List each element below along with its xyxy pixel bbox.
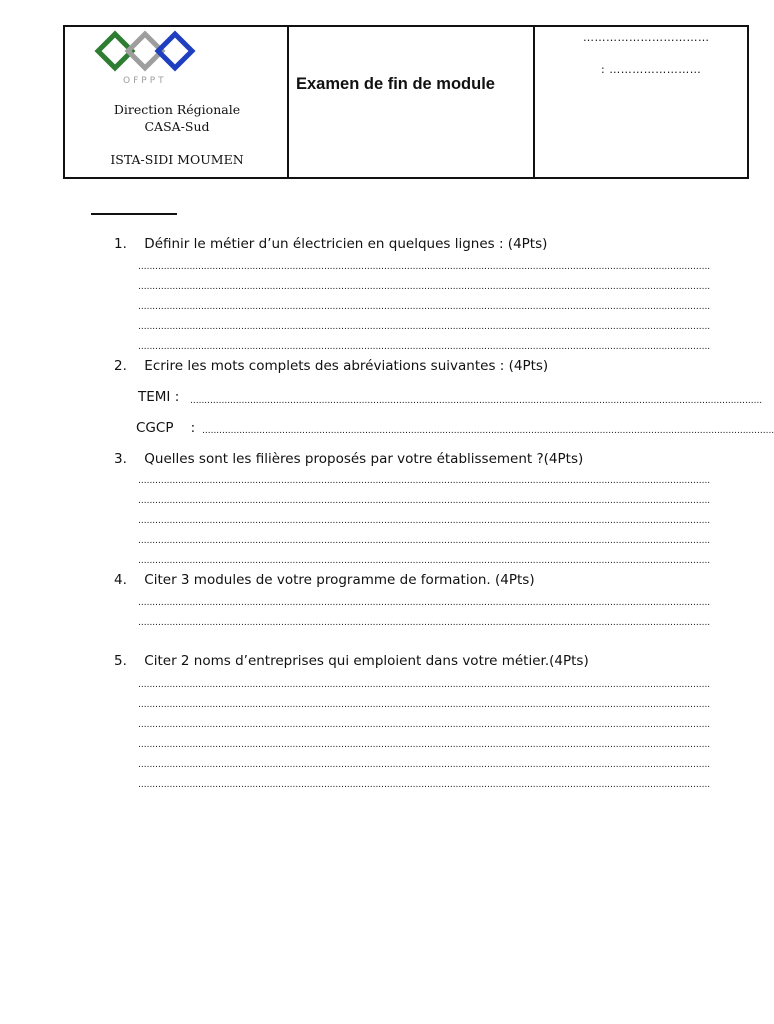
answer-line[interactable]: ........................................................................................................................................................................................................ bbox=[190, 396, 763, 406]
answer-line[interactable]: ........................................................................................................................................................................................................ bbox=[138, 740, 711, 750]
question-3 bbox=[114, 451, 583, 467]
question-number: 1. bbox=[114, 236, 127, 252]
exam-header bbox=[63, 25, 749, 179]
answer-line[interactable]: ........................................................................................................................................................................................................ bbox=[138, 780, 711, 790]
answer-line[interactable]: ........................................................................................................................................................................................................ bbox=[138, 516, 711, 526]
answer-line[interactable]: ........................................................................................................................................................................................................ bbox=[138, 476, 711, 486]
answer-line[interactable]: ........................................................................................................................................................................................................ bbox=[138, 322, 711, 332]
question-number: 4. bbox=[114, 572, 127, 588]
answer-line[interactable]: ........................................................................................................................................................................................................ bbox=[138, 496, 711, 506]
answer-line[interactable]: ........................................................................................................................................................................................................ bbox=[138, 556, 711, 566]
answer-line[interactable]: ........................................................................................................................................................................................................ bbox=[138, 760, 711, 770]
question-text: Citer 3 modules de votre programme de formation. (4Pts) bbox=[144, 572, 535, 588]
answer-line[interactable]: ........................................................................................................................................................................................................ bbox=[138, 680, 711, 690]
question-text: Définir le métier d’un électricien en quelques lignes : (4Pts) bbox=[144, 236, 548, 252]
exam-title: Examen de fin de module bbox=[296, 75, 495, 93]
answer-line[interactable]: ........................................................................................................................................................................................................ bbox=[138, 700, 711, 710]
header-title-cell bbox=[289, 27, 535, 177]
question-text: Citer 2 noms d’entreprises qui emploient dans votre métier.(4Pts) bbox=[144, 653, 589, 669]
section-underline bbox=[91, 213, 177, 215]
answer-line[interactable]: ........................................................................................................................................................................................................ bbox=[138, 282, 711, 292]
answer-line[interactable]: ........................................................................................................................................................................................................ bbox=[138, 598, 711, 608]
school-name: ISTA-SIDI MOUMEN bbox=[110, 152, 244, 167]
question-text: Quelles sont les filières proposés par votre établissement ?(4Pts) bbox=[144, 451, 584, 467]
answer-line[interactable]: ........................................................................................................................................................................................................ bbox=[138, 342, 711, 352]
org-direction bbox=[65, 101, 289, 135]
header-org-cell bbox=[65, 27, 289, 177]
org-line-2: CASA-Sud bbox=[144, 119, 210, 134]
answer-line[interactable]: ........................................................................................................................................................................................................ bbox=[138, 536, 711, 546]
question-text: Ecrire les mots complets des abréviations suivantes : (4Pts) bbox=[144, 358, 549, 374]
ofppt-logo bbox=[93, 31, 203, 87]
question-number: 2. bbox=[114, 358, 127, 374]
abbreviation-temi-label: TEMI : bbox=[138, 389, 180, 405]
answer-line[interactable]: ........................................................................................................................................................................................................ bbox=[138, 720, 711, 730]
answer-line[interactable]: ........................................................................................................................................................................................................ bbox=[138, 302, 711, 312]
question-2 bbox=[114, 358, 548, 374]
abbreviation-cgcp-label: CGCP : bbox=[136, 420, 196, 436]
question-1 bbox=[114, 236, 547, 252]
answer-line[interactable]: ........................................................................................................................................................................................................ bbox=[202, 426, 774, 436]
info-line-2[interactable]: : …………………… bbox=[601, 63, 702, 76]
question-4 bbox=[114, 572, 535, 588]
question-5 bbox=[114, 653, 589, 669]
question-number: 3. bbox=[114, 451, 127, 467]
org-line-1: Direction Régionale bbox=[113, 102, 241, 117]
info-line-1[interactable]: …………………………… bbox=[583, 31, 710, 44]
header-info-cell bbox=[535, 27, 747, 177]
answer-line[interactable]: ........................................................................................................................................................................................................ bbox=[138, 262, 711, 272]
answer-line[interactable]: ........................................................................................................................................................................................................ bbox=[138, 618, 711, 628]
logo-text: OFPPT bbox=[123, 76, 167, 86]
question-number: 5. bbox=[114, 653, 127, 669]
